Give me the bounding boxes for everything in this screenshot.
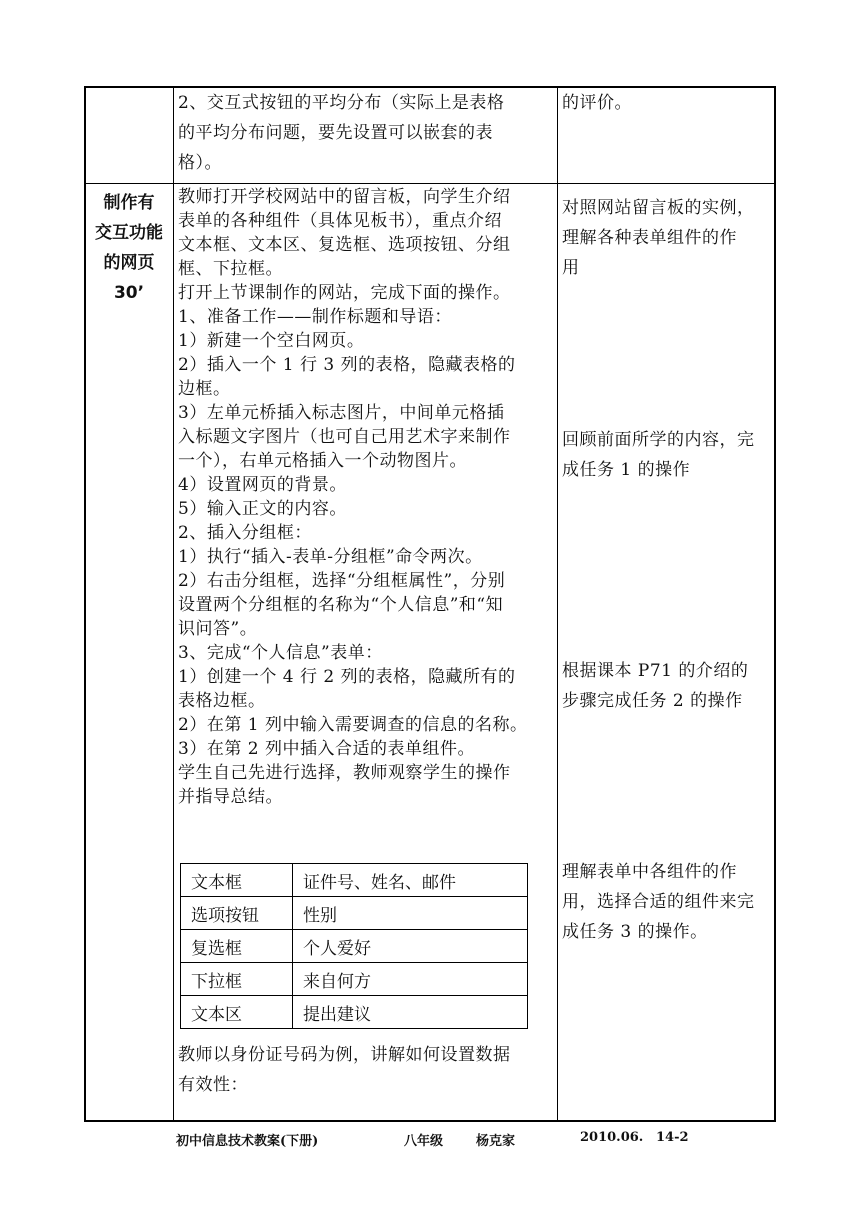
text-line: 格）。 bbox=[178, 153, 222, 173]
text-line: 1、准备工作——制作标题和导语： bbox=[178, 307, 452, 327]
section-title-line: 制作有 bbox=[103, 193, 155, 213]
text-line: 入标题文字图片（也可自己用艺术字来制作 bbox=[178, 427, 511, 447]
text-line: 2）右击分组框，选择“分组框属性”，分别 bbox=[178, 571, 506, 591]
text-line: 设置两个分组框的名称为“个人信息”和“知 bbox=[178, 595, 504, 615]
text-line: 3）在第 2 列中插入合适的表单组件。 bbox=[178, 739, 475, 759]
text-line: 2）在第 1 列中输入需要调查的信息的名称。 bbox=[178, 715, 528, 735]
footer-author: 杨克家 bbox=[476, 1134, 516, 1149]
teaching-process-continued bbox=[178, 1040, 554, 1100]
footer-book-title: 初中信息技术教案(下册) bbox=[176, 1134, 319, 1149]
text-line: 成任务 3 的操作。 bbox=[562, 922, 708, 942]
text-line: 有效性： bbox=[178, 1075, 248, 1095]
text-line: 对照网站留言板的实例， bbox=[562, 198, 755, 218]
text-line: 1）新建一个空白网页。 bbox=[178, 331, 365, 351]
text-line: 5）输入正文的内容。 bbox=[178, 499, 347, 519]
component-usage: 个人爱好 bbox=[293, 930, 528, 963]
text-line: 识问答”。 bbox=[178, 619, 258, 639]
table-row bbox=[181, 930, 528, 963]
top-row-evaluation bbox=[562, 88, 774, 118]
column-divider-2 bbox=[557, 86, 558, 1122]
student-activity-4 bbox=[562, 857, 774, 947]
text-line: 步骤完成任务 2 的操作 bbox=[562, 691, 743, 711]
text-line: 3）左单元桥插入标志图片，中间单元格插 bbox=[178, 403, 505, 423]
text-line: 教师以身份证号码为例，讲解如何设置数据 bbox=[178, 1045, 511, 1065]
table-right-border bbox=[774, 86, 776, 1122]
text-line: 一个），右单元格插入一个动物图片。 bbox=[178, 451, 467, 471]
component-name: 文本框 bbox=[181, 864, 293, 897]
component-name: 选项按钮 bbox=[181, 897, 293, 930]
text-line: 的平均分布问题，要先设置可以嵌套的表 bbox=[178, 123, 493, 143]
top-row-content bbox=[178, 88, 554, 178]
section-title-line: 的网页 bbox=[103, 253, 155, 273]
text-line: 打开上节课制作的网站，完成下面的操作。 bbox=[178, 283, 511, 303]
text-line: 1）执行“插入-表单-分组框”命令两次。 bbox=[178, 547, 483, 567]
text-line: 表单的各种组件（具体见板书），重点介绍 bbox=[178, 211, 502, 231]
student-activity-2 bbox=[562, 425, 774, 485]
text-line: 成任务 1 的操作 bbox=[562, 460, 691, 480]
teaching-process bbox=[178, 185, 554, 809]
table-row bbox=[181, 963, 528, 996]
section-duration: 30’ bbox=[113, 283, 145, 303]
component-usage: 提出建议 bbox=[293, 996, 528, 1029]
text-line: 3、完成“个人信息”表单： bbox=[178, 643, 383, 663]
text-line: 学生自己先进行选择，教师观察学生的操作 bbox=[178, 763, 511, 783]
table-bottom-border bbox=[84, 1120, 776, 1122]
text-line: 教师打开学校网站中的留言板，向学生介绍 bbox=[178, 187, 511, 207]
component-name: 下拉框 bbox=[181, 963, 293, 996]
section-title-line: 交互功能 bbox=[95, 223, 163, 243]
text-line: 2、交互式按钮的平均分布（实际上是表格 bbox=[178, 93, 505, 113]
component-usage: 证件号、姓名、邮件 bbox=[293, 864, 528, 897]
column-divider-1 bbox=[173, 86, 174, 1122]
text-line: 回顾前面所学的内容，完 bbox=[562, 430, 755, 450]
text-line: 1）创建一个 4 行 2 列的表格，隐藏所有的 bbox=[178, 667, 516, 687]
text-line: 理解表单中各组件的作 bbox=[562, 862, 737, 882]
text-line: 的评价。 bbox=[562, 93, 632, 113]
text-line: 2）插入一个 1 行 3 列的表格，隐藏表格的 bbox=[178, 355, 516, 375]
text-line: 理解各种表单组件的作 bbox=[562, 228, 737, 248]
component-name: 复选框 bbox=[181, 930, 293, 963]
table-row bbox=[181, 897, 528, 930]
text-line: 2、插入分组框： bbox=[178, 523, 312, 543]
text-line: 用，选择合适的组件来完 bbox=[562, 892, 755, 912]
student-activity-3 bbox=[562, 656, 774, 716]
student-activity-1 bbox=[562, 193, 774, 283]
text-line: 根据课本 P71 的介绍的 bbox=[562, 661, 749, 681]
row-divider bbox=[84, 183, 776, 184]
footer-date: 2010.06. bbox=[580, 1130, 644, 1145]
footer-grade: 八年级 bbox=[404, 1134, 444, 1149]
text-line: 文本框、文本区、复选框、选项按钮、分组 bbox=[178, 235, 511, 255]
text-line: 边框。 bbox=[178, 379, 231, 399]
text-line: 表格边框。 bbox=[178, 691, 266, 711]
text-line: 4）设置网页的背景。 bbox=[178, 475, 347, 495]
component-name: 文本区 bbox=[181, 996, 293, 1029]
component-usage: 来自何方 bbox=[293, 963, 528, 996]
text-line: 并指导总结。 bbox=[178, 787, 283, 807]
form-components-table bbox=[180, 863, 528, 1029]
component-usage: 性别 bbox=[293, 897, 528, 930]
text-line: 用 bbox=[562, 258, 580, 278]
table-row bbox=[181, 996, 528, 1029]
text-line: 框、下拉框。 bbox=[178, 259, 283, 279]
section-title bbox=[86, 188, 172, 308]
table-row bbox=[181, 864, 528, 897]
footer-page-number: 14-2 bbox=[656, 1130, 689, 1145]
